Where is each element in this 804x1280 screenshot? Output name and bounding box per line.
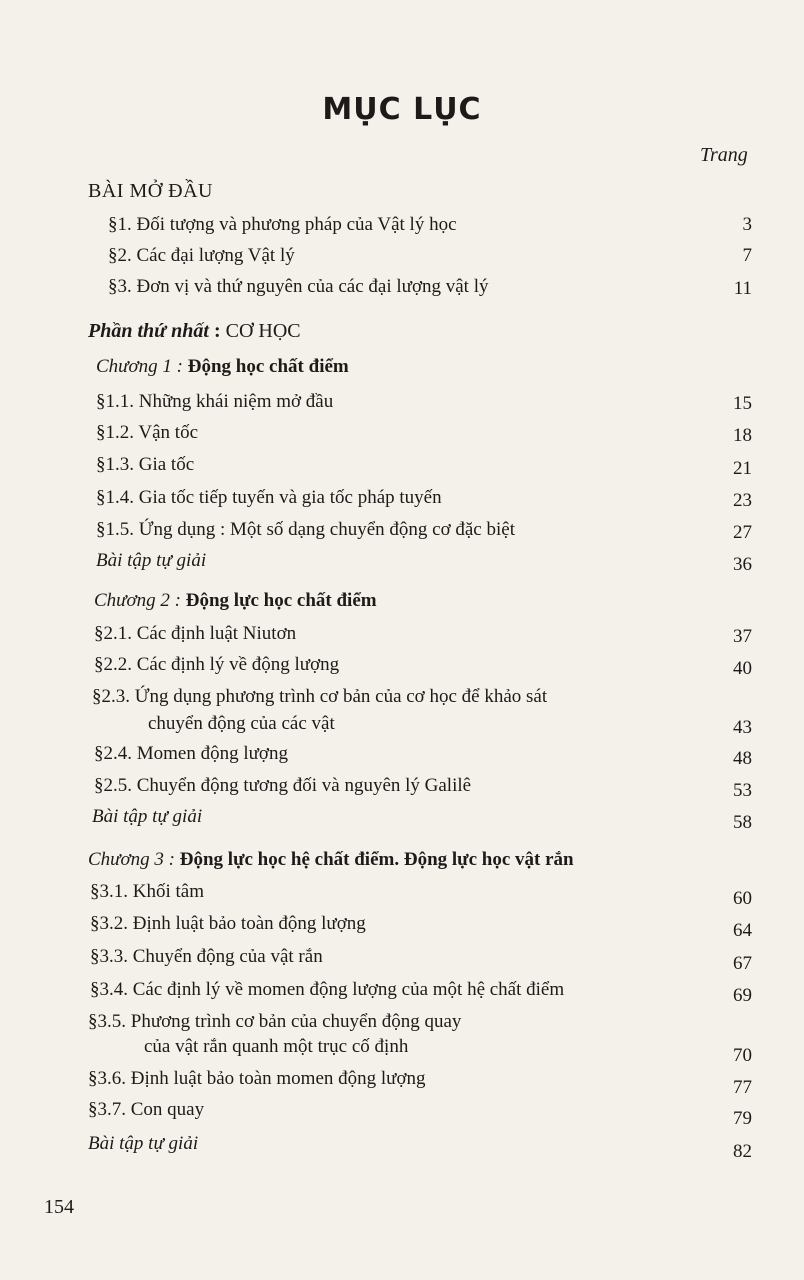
chapter-heading — [94, 590, 377, 612]
toc-entry: §3.1. Khối tâm — [90, 881, 204, 902]
toc-entry: §3.5. Phương trình cơ bản của chuyển động quay — [88, 1011, 462, 1032]
chapter-title: Động lực học hệ chất điểm. Động lực học vật rắn — [179, 849, 574, 870]
chapter-heading — [88, 849, 574, 871]
toc-entry: §2.2. Các định lý về động lượng — [94, 654, 340, 675]
toc-page-number: 82 — [733, 1141, 752, 1162]
toc-page-number: 77 — [733, 1077, 752, 1098]
toc-page-number: 69 — [733, 985, 752, 1006]
toc-entry-continuation: chuyển động của các vật — [148, 713, 335, 734]
toc-entry: §3. Đơn vị và thứ nguyên của các đại lượng vật lý — [108, 276, 489, 297]
toc-entry: §1.4. Gia tốc tiếp tuyến và gia tốc pháp tuyến — [96, 487, 442, 508]
part-heading — [88, 320, 301, 343]
part-label: Phần thứ nhất — [88, 320, 209, 342]
toc-page-number: 27 — [733, 522, 752, 543]
page-number: 154 — [44, 1196, 74, 1218]
chapter-label: Chương 2 : — [94, 590, 182, 611]
toc-page-number: 15 — [733, 393, 752, 414]
page-column-label: Trang — [700, 144, 748, 166]
toc-entry: §1.1. Những khái niệm mở đầu — [96, 391, 334, 412]
toc-entry: §1.5. Ứng dụng : Một số dạng chuyển động cơ đặc biệt — [96, 519, 515, 540]
toc-page-number: 11 — [733, 278, 752, 299]
toc-page-number: 64 — [733, 920, 752, 941]
toc-page-number: 53 — [733, 780, 752, 801]
toc-page-number: 18 — [733, 425, 752, 446]
toc-page-number: 58 — [733, 812, 752, 833]
toc-page-number: 67 — [733, 953, 752, 974]
toc-entry: §2.1. Các định luật Niutơn — [94, 623, 297, 644]
toc-page-number: 70 — [733, 1045, 752, 1066]
toc-entry: §1. Đối tượng và phương pháp của Vật lý học — [108, 214, 457, 235]
toc-entry: §2.4. Momen động lượng — [94, 743, 288, 764]
exercises-entry: Bài tập tự giải — [92, 806, 203, 827]
toc-entry: §3.4. Các định lý về momen động lượng của một hệ chất điểm — [90, 979, 565, 1000]
toc-page-number: 3 — [742, 214, 752, 235]
toc-entry: §2.5. Chuyển động tương đối và nguyên lý Galilê — [94, 775, 472, 796]
toc-entry: §2.3. Ứng dụng phương trình cơ bản của cơ học để khảo sát — [92, 686, 548, 707]
toc-page-number: 43 — [733, 717, 752, 738]
toc-page-number: 37 — [733, 626, 752, 647]
toc-entry: §1.3. Gia tốc — [96, 454, 195, 475]
page-title: MỤC LỤC — [322, 92, 482, 127]
toc-page-number: 60 — [733, 888, 752, 909]
toc-page-number: 23 — [733, 490, 752, 511]
part-title: CƠ HỌC — [225, 320, 301, 342]
toc-entry: §2. Các đại lượng Vật lý — [108, 245, 295, 266]
toc-page-number: 40 — [733, 658, 752, 679]
exercises-entry: Bài tập tự giải — [96, 550, 207, 571]
toc-entry: §3.3. Chuyển động của vật rắn — [90, 946, 323, 967]
toc-page-number: 79 — [733, 1108, 752, 1129]
chapter-heading — [96, 356, 349, 378]
toc-entry: §1.2. Vận tốc — [96, 422, 199, 443]
toc-entry: §3.2. Định luật bảo toàn động lượng — [90, 913, 366, 934]
intro-heading: BÀI MỞ ĐẦU — [88, 180, 213, 202]
toc-page-number: 7 — [742, 245, 752, 266]
exercises-entry: Bài tập tự giải — [88, 1133, 199, 1154]
part-separator: : — [208, 320, 226, 342]
chapter-label: Chương 1 : — [96, 356, 184, 377]
toc-entry: §3.7. Con quay — [88, 1099, 205, 1120]
toc-page-number: 36 — [733, 554, 752, 575]
chapter-title: Động lực học chất điểm — [185, 590, 377, 611]
chapter-label: Chương 3 : — [88, 849, 176, 870]
toc-entry-continuation: của vật rắn quanh một trục cố định — [144, 1036, 409, 1057]
toc-page-number: 21 — [733, 458, 752, 479]
toc-entry: §3.6. Định luật bảo toàn momen động lượng — [88, 1068, 426, 1089]
chapter-title: Động học chất điểm — [187, 356, 349, 377]
toc-page-number: 48 — [733, 748, 752, 769]
